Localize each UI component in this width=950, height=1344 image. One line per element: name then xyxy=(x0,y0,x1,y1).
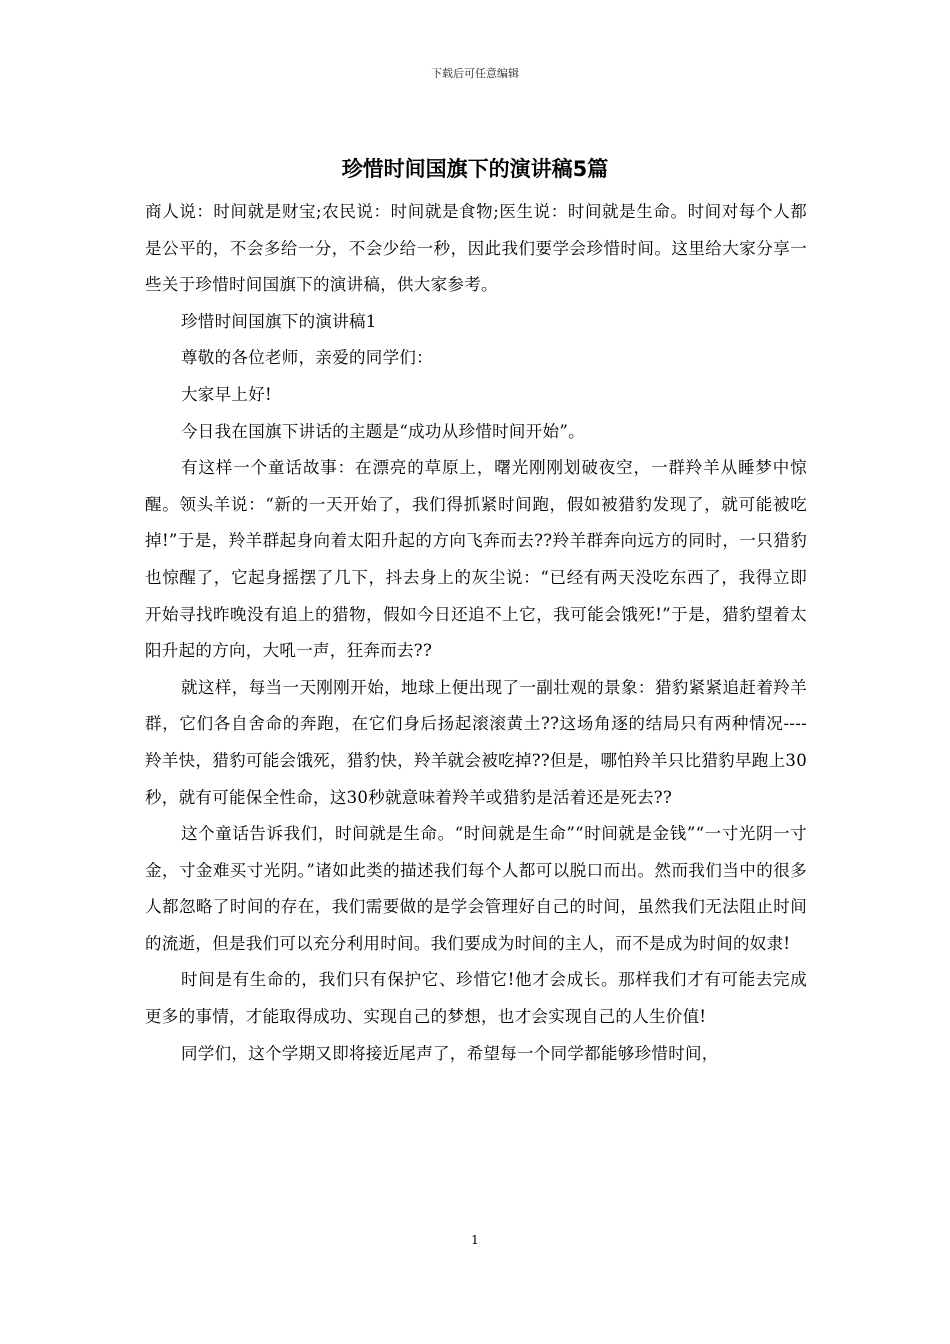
paragraph-chase: 就这样，每当一天刚刚开始，地球上便出现了一副壮观的景象：猎豹紧紧追赶着羚羊群，它们各自舍命的奔跑，在它们身后扬起滚滚黄土??这场角逐的结局只有两种情况----羚羊快，猎豹可能会饿死，猎豹快，羚羊就会被吃掉??但是，哪怕羚羊只比猎豹早跑上30秒，就有可能保全性命，这30秒就意味着羚羊或猎豹是活着还是死去?? xyxy=(145,677,807,807)
paragraph-value: 时间是有生命的，我们只有保护它、珍惜它!他才会成长。那样我们才有可能去完成更多的事情，才能取得成功、实现自己的梦想，也才会实现自己的人生价值! xyxy=(145,970,807,1027)
paragraph-topic: 今日我在国旗下讲话的主题是“成功从珍惜时间开始”。 xyxy=(181,421,585,441)
document-title: 珍惜时间国旗下的演讲稿5篇 xyxy=(341,157,609,181)
paragraph-intro: 商人说：时间就是财宝;农民说：时间就是食物;医生说：时间就是生命。时间对每个人都是公平的，不会多给一分，不会少给一秒，因此我们要学会珍惜时间。这里给大家分享一些关于珍惜时间国旗下的演讲稿，供大家参考。 xyxy=(145,202,807,295)
paragraph-salutation: 尊敬的各位老师，亲爱的同学们： xyxy=(181,348,433,368)
section-heading: 珍惜时间国旗下的演讲稿1 xyxy=(181,311,377,331)
paragraph-closing: 同学们，这个学期又即将接近尾声了，希望每一个同学都能够珍惜时间， xyxy=(181,1043,719,1063)
header-note: 下载后可任意编辑 xyxy=(431,67,519,80)
paragraph-lesson: 这个童话告诉我们，时间就是生命。“时间就是生命”“时间就是金钱”“一寸光阴一寸金，寸金难买寸光阴。”诸如此类的描述我们每个人都可以脱口而出。然而我们当中的很多人都忽略了时间的存在，我们需要做的是学会管理好自己的时间，虽然我们无法阻止时间的流逝，但是我们可以充分利用时间。我们要成为时间的主人，而不是成为时间的奴隶! xyxy=(145,824,807,953)
paragraph-story: 有这样一个童话故事：在漂亮的草原上，曙光刚刚划破夜空，一群羚羊从睡梦中惊醒。领头羊说：“新的一天开始了，我们得抓紧时间跑，假如被猎豹发现了，就可能被吃掉!”于是，羚羊群起身向着太阳升起的方向飞奔而去??羚羊群奔向远方的同时，一只猎豹也惊醒了，它起身摇摆了几下，抖去身上的灰尘说：“已经有两天没吃东西了，我得立即开始寻找昨晚没有追上的猎物，假如今日还追不上它，我可能会饿死!”于是，猎豹望着太阳升起的方向，大吼一声，狂奔而去?? xyxy=(145,458,807,661)
page-number: 1 xyxy=(471,1233,479,1247)
paragraph-greeting: 大家早上好! xyxy=(181,384,272,404)
document-body xyxy=(145,194,807,1072)
